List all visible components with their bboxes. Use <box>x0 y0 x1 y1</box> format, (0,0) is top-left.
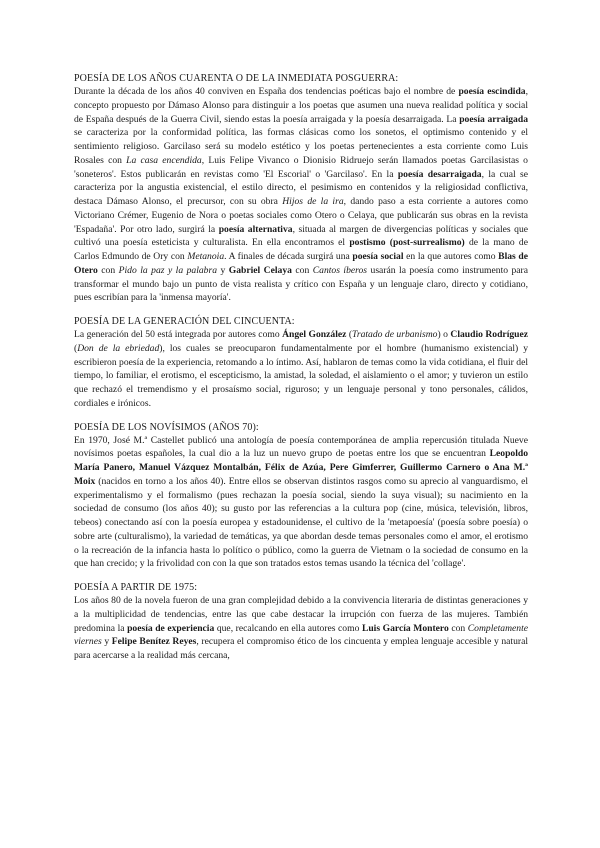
bold-term: postismo (post-surrealismo) <box>349 237 465 249</box>
text-run: ) o <box>437 329 451 340</box>
bold-term: poesía arraigada <box>459 113 528 125</box>
text-run: se caracteriza por la conformidad política, las formas clásicas como los sonetos, el optimismo contenido y el sentimiento religioso. Garcilaso será su modelo estético y los poetas pertenecientes a esta corriente como Luis Rosales con <box>74 127 528 166</box>
text-run: y <box>217 264 229 276</box>
section-1975 <box>74 581 528 663</box>
bold-term: Claudio Rodríguez <box>450 329 529 340</box>
text-run: , la cual se caracteriza por la angustia existencial, el estilo directo, el pesimismo en contenidos y la religiosidad conflictiva, destaca Dámaso Alonso, el precursor, con su obra <box>74 168 528 207</box>
bold-term: Luis García Montero <box>361 622 449 634</box>
bold-term: Blas de Otero <box>74 251 528 276</box>
work-title: La casa encendida <box>126 154 202 166</box>
text-run: , dando paso a esta corriente a autores como Victoriano Crémer, Eugenio de Nora o poetas sociales como Otero o Celaya, que publicarán sus obras en la revista 'Espadaña'. Por otro lado, surgirá la <box>74 196 528 235</box>
work-title: Tratado de urbanismo <box>352 329 438 340</box>
text-run: . A finales de década surgirá una <box>224 251 353 262</box>
bold-term: poesía desarraigada <box>397 168 482 180</box>
text-run: usarán la poesía como instrumento para transformar el mundo bajo un punto de vista realista y crítico con España y un lenguaje claro, directo y cotidiano, pues escribían para la 'inmensa mayoría'. <box>74 264 529 304</box>
section-heading: POESÍA A PARTIR DE 1975: <box>74 582 198 593</box>
bold-term: Leopoldo María Panero, Manuel Vázquez Montalbán, Félix de Azúa, Pere Gimferrer, Guillermo Carnero o Ana M.ª Moix <box>74 448 528 487</box>
text-run: ( <box>346 329 353 340</box>
work-title: Hijos de la ira <box>282 196 344 207</box>
section-heading: POESÍA DE LOS AÑOS CUARENTA O DE LA INMEDIATA POSGUERRA: <box>74 73 399 84</box>
work-title: Don de la ebriedad <box>77 342 160 354</box>
text-run: y <box>101 636 112 648</box>
text-run: que, recalcando en ella autores como <box>214 622 362 634</box>
section-novisimos <box>74 421 528 572</box>
text-run: con <box>97 264 119 276</box>
text-run: (nacidos en torno a los años 40). Entre ellos se observan distintos rasgos como su aprecio al vanguardismo, el experimentalismo y el formalismo (pues rechazan la poesía social, siendo la suya visual); su nacimiento en la sociedad de consumo (los años 40); su gusto por las referencias a la cultura pop (cine, música, televisión, libros, tebeos) conectando así con la poesía europea y estadounidense, el cultivo de la 'metapoesía' (poesía sobre poesía) o sobre arte (culturalismo), la variedad de temáticas, ya que abordan desde temas personales como el amor, el erotismo o la recreación de la infancia hasta lo político o público, como la guerra de Vietnam o la sociedad de consumo en la que han crecido; y la frivolidad con con la que son tratados estos temas usando la técnica del 'collage'. <box>74 475 528 570</box>
text-run: con <box>291 264 313 276</box>
bold-term: poesía de experiencia <box>127 622 215 634</box>
work-title: Cantos íberos <box>312 264 368 276</box>
text-run: , situada al margen de divergencias políticas y sociales que cultivó una poesía esteticista y culturalista. En ella encontramos el <box>74 223 529 249</box>
section-paragraph <box>74 328 528 411</box>
text-run: con <box>448 622 468 634</box>
bold-term: Felipe Benítez Reyes <box>111 636 197 648</box>
work-title: Completamente viernes <box>74 622 528 648</box>
text-run: Los años 80 de la novela fueron de una gran complejidad debido a la convivencia literaria de distintas generaciones y a la multiplicidad de tendencias, entre las que cabe destacar la irrupción con fuerza de las mujeres. También predomina la <box>74 595 528 634</box>
section-paragraph <box>74 434 528 572</box>
section-heading: POESÍA DE LA GENERACIÓN DEL CINCUENTA: <box>74 316 295 327</box>
text-run: , concepto propuesto por Dámaso Alonso para distinguir a los poetas que asumen una nueva realidad política y social de España después de la Guerra Civil, siendo estas la poesía arraigada y la poesía desarraigada. La <box>74 86 528 125</box>
text-run: ), los cuales se preocuparon fundamentalmente por el hombre (humanismo existencial) y escribieron poesía de la experiencia, retomando a lo íntimo. Así, hablaron de temas como la vida cotidiana, el fluir del tiempo, lo familiar, el erotismo, el escepticismo, la amistad, la soledad, el aislamiento o el amor; y tuvieron un estilo que rechazó el tremendismo y el prosaísmo social, riguroso; y un lenguaje personal y tono personales, cálidos, cordiales e irónicos. <box>74 342 529 409</box>
section-paragraph <box>74 594 528 663</box>
work-title: Pido la paz y la palabra <box>118 264 218 276</box>
bold-term: Ángel González <box>282 329 347 340</box>
text-run: de la mano de Carlos Edmundo de Ory con <box>74 237 528 262</box>
section-posguerra <box>74 72 528 305</box>
section-paragraph <box>74 85 528 305</box>
text-run: en la que autores como <box>403 251 499 262</box>
text-run: En 1970, José M.ª Castellet publicó una antología de poesía contemporánea de amplia repercusión titulada Nueve novísimos poetas españoles, la cual dio a la luz un nuevo grupo de poetas entre los que se encuentran <box>74 434 528 460</box>
work-title: Metanoia <box>187 251 225 262</box>
text-run: La generación del 50 está integrada por autores como <box>74 329 283 340</box>
text-run: , recupera el compromiso ético de los cincuenta y emplea lenguaje accesible y natural para acercarse a la realidad más cercana, <box>74 636 529 661</box>
section-cincuenta <box>74 315 528 411</box>
bold-term: poesía alternativa <box>218 223 293 235</box>
bold-term: poesía social <box>352 251 404 262</box>
document-page <box>74 72 528 673</box>
text-run: , Luis Felipe Vivanco o Dionisio Ridruejo serán llamados poetas Garcilasistas o 'soneteros'. Estos publicarán en revistas como 'El Escorial' o 'Garcilaso'. En la <box>74 154 528 180</box>
bold-term: poesía escindida <box>458 86 526 97</box>
text-run: ( <box>74 342 78 354</box>
bold-term: Gabriel Celaya <box>228 264 292 276</box>
section-heading: POESÍA DE LOS NOVÍSIMOS (AÑOS 70): <box>74 421 259 433</box>
text-run: Durante la década de los años 40 conviven en España dos tendencias poéticas bajo el nombre de <box>74 86 459 97</box>
